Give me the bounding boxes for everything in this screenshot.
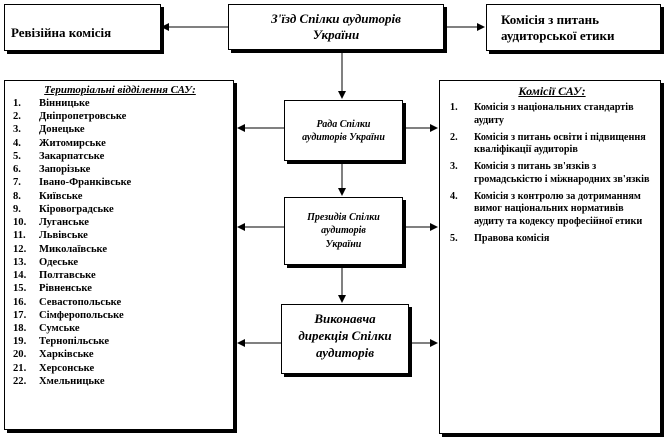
list-item-text: Комісія з контролю за дотриманням вимог національних нормативів аудиту та кодексу професійної етики	[474, 190, 643, 227]
council-label: Рада Спілки аудиторів України	[302, 118, 385, 143]
list-item-number: 15.	[13, 283, 27, 295]
list-item-text: Рівненське	[39, 283, 92, 295]
list-item-number: 3.	[450, 161, 458, 172]
list-item-text: Комісія з національних стандартів аудиту	[474, 102, 634, 126]
commissions-title: Комісії САУ:	[518, 84, 586, 98]
list-item	[13, 375, 227, 388]
list-item-text: Тернопільське	[39, 336, 110, 348]
list-item	[13, 282, 227, 295]
list-item-text: Комісія з питань зв'язків з громадськістю і міжнародних зв'язків	[474, 161, 650, 185]
council-box	[284, 100, 403, 161]
revision-commission-label: Ревізійна комісія	[11, 24, 112, 40]
list-item-text: Херсонське	[39, 362, 95, 374]
list-item	[13, 163, 227, 176]
list-item-number: 1.	[13, 98, 21, 109]
list-item	[450, 132, 654, 158]
list-item-number: 19.	[13, 336, 27, 348]
list-item-text: Одеське	[39, 256, 79, 268]
list-item-text: Київське	[39, 190, 83, 202]
list-item-text: Запорізьке	[39, 164, 91, 176]
list-item	[450, 161, 654, 187]
list-item	[13, 97, 227, 110]
list-item	[13, 150, 227, 163]
list-item	[13, 137, 227, 150]
list-item-text: Харківське	[39, 349, 94, 361]
list-item	[13, 335, 227, 348]
list-item-number: 1.	[450, 102, 458, 113]
territorial-branches-box	[4, 80, 234, 430]
list-item-number: 5.	[450, 232, 458, 244]
list-item-text: Дніпропетровське	[39, 111, 127, 123]
list-item-number: 22.	[13, 375, 27, 387]
list-item-number: 13.	[13, 256, 27, 268]
list-item-number: 4.	[13, 137, 21, 149]
list-item-number: 3.	[13, 124, 21, 136]
list-item	[13, 309, 227, 322]
list-item	[13, 176, 227, 189]
list-item-number: 16.	[13, 296, 27, 308]
list-item	[13, 243, 227, 256]
ethics-commission-box	[486, 4, 661, 51]
list-item-number: 12.	[13, 243, 27, 255]
list-item-text: Івано-Франківське	[39, 177, 132, 189]
list-item-number: 11.	[13, 230, 26, 242]
directorate-box	[281, 304, 409, 374]
list-item	[450, 233, 654, 246]
list-item-number: 9.	[13, 203, 21, 215]
list-item-text: Луганське	[39, 217, 89, 229]
commissions-box	[439, 80, 661, 434]
list-item	[13, 123, 227, 136]
list-item-number: 2.	[13, 111, 21, 123]
list-item-number: 14.	[13, 270, 27, 282]
list-item	[13, 256, 227, 269]
list-item	[450, 191, 654, 229]
list-item-number: 21.	[13, 362, 27, 374]
ethics-commission-label: Комісія з питань аудиторської етики	[501, 11, 615, 43]
territorial-branches-title: Територіальні відділення САУ:	[44, 84, 196, 96]
list-item-number: 5.	[13, 150, 21, 162]
list-item	[13, 216, 227, 229]
presidium-label: Президія Спілки аудиторів України	[307, 211, 380, 250]
list-item-text: Кіровоградське	[39, 203, 114, 215]
list-item-text: Хмельницьке	[39, 375, 105, 387]
directorate-label: Виконавча дирекція Спілки аудиторів	[298, 311, 392, 360]
list-item	[13, 269, 227, 282]
list-item	[13, 362, 227, 375]
list-item-number: 10.	[13, 217, 27, 229]
list-item	[13, 296, 227, 309]
list-item	[13, 229, 227, 242]
list-item-number: 7.	[13, 177, 21, 189]
list-item-number: 20.	[13, 349, 27, 361]
list-item-text: Севастопольське	[39, 296, 122, 308]
list-item-number: 2.	[450, 131, 458, 143]
revision-commission-box	[4, 4, 161, 51]
list-item	[13, 110, 227, 123]
list-item	[13, 190, 227, 203]
list-item-text: Вінницьке	[39, 98, 90, 109]
congress-label: З'їзд Спілки аудиторів України	[271, 10, 401, 42]
territorial-branches-list	[13, 97, 227, 388]
list-item-number: 17.	[13, 309, 27, 321]
list-item-text: Закарпатське	[39, 150, 105, 162]
list-item-text: Львівське	[39, 230, 88, 242]
list-item-text: Правова комісія	[474, 232, 550, 244]
list-item	[450, 102, 654, 128]
list-item-number: 6.	[13, 164, 21, 176]
list-item-number: 8.	[13, 190, 21, 202]
presidium-box	[284, 197, 403, 265]
list-item	[13, 322, 227, 335]
list-item-text: Полтавське	[39, 270, 96, 282]
congress-box	[228, 4, 444, 50]
list-item-text: Комісія з питань освіти і підвищення кваліфікації аудиторів	[474, 131, 646, 156]
list-item-number: 4.	[450, 190, 458, 202]
list-item-text: Житомирське	[39, 137, 106, 149]
list-item-number: 18.	[13, 322, 27, 334]
list-item-text: Донецьке	[39, 124, 85, 136]
list-item	[13, 348, 227, 361]
list-item-text: Сімферопольське	[39, 309, 124, 321]
list-item	[13, 203, 227, 216]
list-item-text: Сумське	[39, 322, 80, 334]
list-item-text: Миколаївське	[39, 243, 108, 255]
commissions-list	[450, 102, 654, 246]
